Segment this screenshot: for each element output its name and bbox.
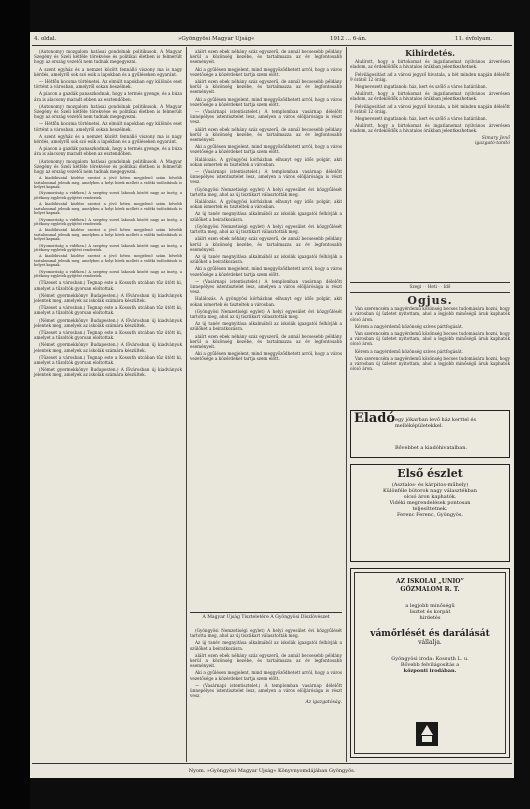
header-page-number: 4. oldal. [34, 36, 57, 42]
column-1 [34, 49, 182, 759]
header-rule [32, 45, 512, 46]
col1-paragraph: — Hétfőn kocsma történetei. Az elmúlt napokban egy különös eset történt a városban, amelyről sokan beszélnek. [34, 121, 182, 132]
ad2-line: a legjobb minőségű [405, 603, 455, 609]
col1-small-note: A kiadóhivatal közlése szerint a jövő héten megjelenő szám bővebb tartalommal jelenik meg, amelyben a helyi hírek mellett a vidéki tudósítások is helyet kapnak. [34, 202, 182, 216]
col1-small-note: A kiadóhivatal közlése szerint a jövő héten megjelenő szám bővebb tartalommal jelenik meg, amelyben a helyi hírek mellett a vidéki tudósítások is helyet kapnak. [34, 176, 182, 190]
col2-paragraph: — (Vasárnapi istentisztelet.) A templomban vasárnap délelőtt ünnepélyes istentisztelet lesz, amelyen a város elöljárósága is részt vesz. [190, 169, 342, 185]
col1-lower-paragraph: (Tűzeset a városban.) Tegnap este a Kossuth utcában tűz ütött ki, amelyet a tűzoltók gyorsan eloltottak. [34, 354, 182, 366]
col2-paragraph: Aki a gyűlésen megjelent, mind meggyőződhetett arról, hogy a város vezetősége a közérdeket tartja szem előtt. [190, 66, 342, 77]
col3-rule [350, 282, 510, 283]
col2-paragraph: Halálozás. A gyöngyösi kórházban elhunyt egy idős polgár, akit sokan ismertek és tiszteltek a városban. [190, 296, 342, 307]
col1-small-note: (Nyomorúság a vidéken.) A szegény sorsú lakosok között nagy az ínség, a jótékony egyletek gyűjtést rendeztek. [34, 191, 182, 200]
col2-paragraph: Aki a gyűlésen megjelent, mind meggyőződhetett arról, hogy a város vezetősége a közérdeket tartja szem előtt. [190, 670, 342, 681]
col1-paragraph: A piacon a gazdák panaszkodnak, hogy a termés gyenge, és a búza ára is alacsony maradt ebben az esztendőben. [34, 146, 182, 157]
printer-footer: Nyom. »Gyöngyösi Magyar Ujság« Könyvnyomdájában Gyöngyös. [188, 768, 356, 774]
col2-paragraph: — (Vasárnapi istentisztelet.) A templomban vasárnap délelőtt ünnepélyes istentisztelet lesz, amelyen a város elöljárósága is részt vesz. [190, 109, 342, 125]
ogjus-section [350, 295, 510, 405]
col2-paragraph: (Gyöngyösi Nemzetiségi egylet) A helyi egyesület évi közgyűlését tartotta meg, ahol az új tisztikart választották meg. [190, 186, 342, 197]
col3-paragraph: Alulírott, hogy a birtokomat és ingatlanomat nyilvános árverésen eladom, az érdeklődők a hivatalos órákban jelentkezhetnek. [350, 91, 510, 102]
column-2 [190, 49, 342, 609]
col1-paragraph: (Autonomy) mozgalom hatásai gondolnak politikusok. A Magyar Szegény és Szeli kétféle törekvése és politikai életben is felmerült hogy az ország vezetői nem tudnak megegyezni. [34, 103, 182, 120]
ad2-line: lisztet és korpát [409, 609, 451, 615]
col3-paragraph: Megnevezett ingatlanok: ház, kert és szőlő a város határában. [355, 84, 487, 90]
footer-rule [32, 763, 512, 764]
ad2-title-line2: GŐZMALOM R. T. [400, 586, 460, 593]
col1-paragraph: A szent egyház és a nemzet között fennálló viszony ma is nagy kérdés, amelyről sok szó esik a lapokban és a gyűléseken egyaránt. [34, 133, 182, 145]
col2-paragraph: — (Vasárnapi istentisztelet.) A templomban vasárnap délelőtt ünnepélyes istentisztelet lesz, amelyen a város elöljárósága is részt vesz. [190, 682, 342, 699]
col1-lower-paragraph: (Tűzeset a városban.) Tegnap este a Kossuth utcában tűz ütött ki, amelyet a tűzoltók gyorsan eloltottak. [34, 280, 182, 291]
ogjus-paragraph: Van szerencsém a nagyérdemű közönség becses tudomására hozni, hogy a városban új üzletet nyitottam, ahol a legjobb minőségű áruk kaphatók olcsó áron. [350, 331, 510, 347]
ad2-address: Bővebb felvilágosítás a [400, 662, 460, 668]
scanner-edge [0, 0, 30, 809]
col1-small-note: A kiadóhivatal közlése szerint a jövő héten megjelenő szám bővebb tartalommal jelenik meg, amelyben a helyi hírek mellett a vidéki tudósítások is helyet kapnak. [34, 254, 182, 268]
col1-paragraph: (Autonomy) mozgalom hatásai gondolnak politikusok. A Magyar Szegény és Szeli kétféle törekvése és politikai életben is felmerült hogy az ország vezetői nem tudnak megegyezni. [34, 49, 182, 65]
column-divider-1 [186, 47, 187, 762]
col2-paragraph: aláírt ezen ebek néhány száz egyszerű, de annál becsesebb példány kerül a közönség kezébe, és tartalmazza az év legfontosabb eseményeit. [190, 236, 342, 252]
col3-rule [350, 292, 510, 293]
elado-label: Eladó [354, 411, 396, 426]
col2-paragraph: (Gyöngyösi Nemzetiségi egylet) A helyi egyesület évi közgyűlését tartotta meg, ahol az új tisztikart választották meg. [190, 223, 342, 235]
col3-signature-role: igazgató-tanító [474, 140, 510, 146]
col1-small-note: (Nyomorúság a vidéken.) A szegény sorsú lakosok között nagy az ínség, a jótékony egyletek gyűjtést rendeztek. [34, 217, 182, 226]
col1-paragraph: A szent egyház és a nemzet között fennálló viszony ma is nagy kérdés, amelyről sok szó esik a lapokban és a gyűléseken egyaránt. [34, 66, 182, 77]
ogjus-paragraph: Van szerencsém a nagyérdemű közönség becses tudomására hozni, hogy a városban új üzletet nyitottam, ahol a legjobb minőségű áruk kaphatók olcsó áron. [350, 306, 510, 322]
ogjus-paragraph: Kérem a nagyérdemű közönség szíves pártfogását. [355, 348, 463, 354]
col3-paragraph: Megnevezett ingatlanok: ház, kert és szőlő a város határában. [355, 116, 487, 122]
col1-lower-paragraph: (Német gyermekkönyv Budapesten.) A fővárosban új kiadványok jelentek meg, amelyek az iskolák számára készültek. [34, 342, 182, 353]
col2-paragraph: Az új tanév megnyitása alkalmából az iskolák igazgatói felhívják a szülőket a beiratkozásra. [190, 253, 342, 265]
col1-small-note: (Nyomorúság a vidéken.) A szegény sorsú lakosok között nagy az ínség, a jótékony egyletek gyűjtést rendeztek. [34, 269, 182, 278]
col3-paragraph: Felvilágosítást ad a városi jegyző hivatala, a hét minden napján délelőtt 9 órától 12 óráig. [350, 103, 510, 114]
col2-paragraph: aláírt ezen ebek néhány száz egyszerű, de annál becsesebb példány kerül a közönség kezébe, és tartalmazza az év legfontosabb eseményeit. [190, 126, 342, 143]
col1-lower-paragraph: (Tűzeset a városban.) Tegnap este a Kossuth utcában tűz ütött ki, amelyet a tűzoltók gyorsan eloltottak. [34, 330, 182, 341]
col2-paragraph: (Gyöngyösi Nemzetiségi egylet) A helyi egyesület évi közgyűlését tartotta meg, ahol az új tisztikart választották meg. [190, 628, 342, 639]
col2-paragraph: aláírt ezen ebek néhány száz egyszerű, de annál becsesebb példány kerül a közönség kezébe, és tartalmazza az év legfontosabb eseményeit. [190, 652, 342, 669]
col2-signature: Az igazgatóság. [305, 700, 342, 706]
header-date: 1912 ... 6-án. [330, 36, 367, 42]
ad1-line: teljesíttetnek. [412, 506, 448, 512]
col1-paragraph: A piacon a gazdák panaszkodnak, hogy a termés gyenge, és a búza ára is alacsony maradt ebben az esztendőben. [34, 91, 182, 102]
elado-text: egy jókarban levő ház kerttel és melléképületekkel. [395, 417, 477, 429]
col2-paragraph: Halálozás. A gyöngyösi kórházban elhunyt egy idős polgár, akit sokan ismertek és tiszteltek a városban. [190, 199, 342, 210]
col1-paragraph: — Hétfőn kocsma történetei. Az elmúlt napokban egy különös eset történt a városban, amelyről sokan beszélnek. [34, 79, 182, 90]
column-divider-2 [346, 47, 347, 762]
col2-paragraph: Halálozás. A gyöngyösi kórházban elhunyt egy idős polgár, akit sokan ismertek és tiszteltek a városban. [190, 156, 342, 167]
ad2-big-line2: vállalja. [418, 639, 442, 646]
ogjus-paragraph: Kérem a nagyérdemű közönség szíves pártfogását. [355, 323, 463, 329]
elado-address: Bővebbet a kiadóhivatalban. [394, 445, 468, 451]
col2-rule [190, 612, 342, 613]
col2-paragraph: Aki a gyűlésen megjelent, mind meggyőződhetett arról, hogy a város vezetősége a közérdeket tartja szem előtt. [190, 266, 342, 277]
col2-paragraph: Aki a gyűlésen megjelent, mind meggyőződhetett arról, hogy a város vezetősége a közérdeket tartja szem előtt. [190, 96, 342, 107]
divider-label: Szegi · · Heti · · Idő [409, 284, 451, 289]
col2-paragraph: Aki a gyűlésen megjelent, mind meggyőződhetett arról, hogy a város vezetősége a közérdeket tartja szem előtt. [190, 351, 342, 362]
ad1-line: olcsó áron kaphatók. [403, 494, 457, 500]
ad2-line: hirdetés [419, 615, 441, 621]
column-2-lower [190, 628, 342, 748]
image-caption: A Magyar Ujság Tiszteletére A Gyöngyösi Díszlövészet [202, 615, 330, 620]
column-3-top [350, 49, 510, 279]
printer-logo-icon [416, 722, 438, 746]
ad1-line: (Asztalos- és kárpitos-műhely) [391, 482, 469, 488]
header-volume: 11. évfolyam. [455, 36, 493, 42]
ad1-line: Különféle bútorok nagy választékban [383, 488, 477, 494]
col3-signature: Simary Jenő [481, 135, 510, 141]
ad2-address: Gyöngyösi iroda: Kossuth L. u. [391, 656, 469, 662]
col2-paragraph: aláírt ezen ebek néhány száz egyszerű, de annál becsesebb példány kerül a közönség kezébe, és tartalmazza az év legfontosabb eseményeit. [190, 49, 342, 65]
col1-paragraph: (Autonomy) mozgalom hatásai gondolnak politikusok. A Magyar Szegény és Szeli kétféle törekvése és politikai életben is felmerült hogy az ország vezetői nem tudnak megegyezni. [34, 158, 182, 175]
newspaper-page [30, 32, 514, 778]
col2-paragraph: — (Vasárnapi istentisztelet.) A templomban vasárnap délelőtt ünnepélyes istentisztelet lesz, amelyen a város elöljárósága is részt vesz. [190, 278, 342, 295]
ad1-line: Ferenc Ferenc, Gyöngyös. [396, 512, 464, 518]
col2-paragraph: Az új tanév megnyitása alkalmából az iskolák igazgatói felhívják a szülőket a beiratkozásra. [190, 640, 342, 651]
col2-paragraph: Aki a gyűlésen megjelent, mind meggyőződhetett arról, hogy a város vezetősége a közérdeket tartja szem előtt. [190, 144, 342, 155]
ad2-address: központi irodában. [403, 668, 457, 674]
ad2-big-line1: vámőrlését és darálását [370, 629, 490, 639]
col3-paragraph: Felvilágosítást ad a városi jegyző hivatala, a hét minden napján délelőtt 9 órától 12 óráig. [350, 71, 510, 82]
ad1-line: Vidéki megrendelések pontosan [389, 500, 471, 506]
col2-paragraph: aláírt ezen ebek néhány száz egyszerű, de annál becsesebb példány kerül a közönség kezébe, és tartalmazza az év legfontosabb eseményeit. [190, 333, 342, 349]
ad1-title: Első észlet [397, 467, 463, 480]
col1-lower-paragraph: (Német gyermekkönyv Budapesten.) A fővárosban új kiadványok jelentek meg, amelyek az iskolák számára készültek. [34, 292, 182, 303]
col1-lower-paragraph: (Német gyermekkönyv Budapesten.) A fővárosban új kiadványok jelentek meg, amelyek az iskolák számára készültek. [34, 317, 182, 328]
ogjus-paragraph: Van szerencsém a nagyérdemű közönség becses tudomására hozni, hogy a városban új üzletet nyitottam, ahol a legjobb minőségű áruk kaphatók olcsó áron. [350, 355, 510, 372]
col1-lower-paragraph: (Német gyermekkönyv Budapesten.) A fővárosban új kiadványok jelentek meg, amelyek az iskolák számára készültek. [34, 367, 182, 378]
col2-paragraph: Az új tanév megnyitása alkalmából az iskolák igazgatói felhívják a szülőket a beiratkozásra. [190, 211, 342, 222]
col3-paragraph: Alulírott, hogy a birtokomat és ingatlanomat nyilvános árverésen eladom, az érdeklődők a hivatalos órákban jelentkezhetnek. [350, 59, 510, 70]
header-newspaper-title: »Gyöngyösi Magyar Ujság« [178, 36, 255, 42]
kihirdetes-title: Kihirdetés. [405, 48, 455, 58]
col3-paragraph: Alulírott, hogy a birtokomat és ingatlanomat nyilvános árverésen eladom, az érdeklődők a hivatalos órákban jelentkezhetnek. [350, 123, 510, 134]
page-header [30, 32, 514, 46]
col1-small-note: (Nyomorúság a vidéken.) A szegény sorsú lakosok között nagy az ínség, a jótékony egyletek gyűjtést rendeztek. [34, 243, 182, 252]
col2-caption-block [190, 615, 342, 620]
col2-paragraph: (Gyöngyösi Nemzetiségi egylet) A helyi egyesület évi közgyűlését tartotta meg, ahol az új tisztikart választották meg. [190, 308, 342, 319]
col1-lower-paragraph: (Tűzeset a városban.) Tegnap este a Kossuth utcában tűz ütött ki, amelyet a tűzoltók gyorsan eloltottak. [34, 305, 182, 316]
col3-divider-label-block [350, 284, 510, 289]
ad2-title-line1: AZ ISKOLAI „UNIO” [396, 578, 464, 585]
col1-small-note: A kiadóhivatal közlése szerint a jövő héten megjelenő szám bővebb tartalommal jelenik meg, amelyben a helyi hírek mellett a vidéki tudósítások is helyet kapnak. [34, 228, 182, 242]
elso-eszlet-ad [350, 464, 510, 562]
col2-paragraph: aláírt ezen ebek néhány száz egyszerű, de annál becsesebb példány kerül a közönség kezébe, és tartalmazza az év legfontosabb eseményeit. [190, 79, 342, 95]
elado-ad [350, 410, 510, 458]
ogjus-title: Ogjus. [407, 294, 453, 307]
col2-paragraph: Az új tanév megnyitása alkalmából az iskolák igazgatói felhívják a szülőket a beiratkozásra. [190, 321, 342, 332]
